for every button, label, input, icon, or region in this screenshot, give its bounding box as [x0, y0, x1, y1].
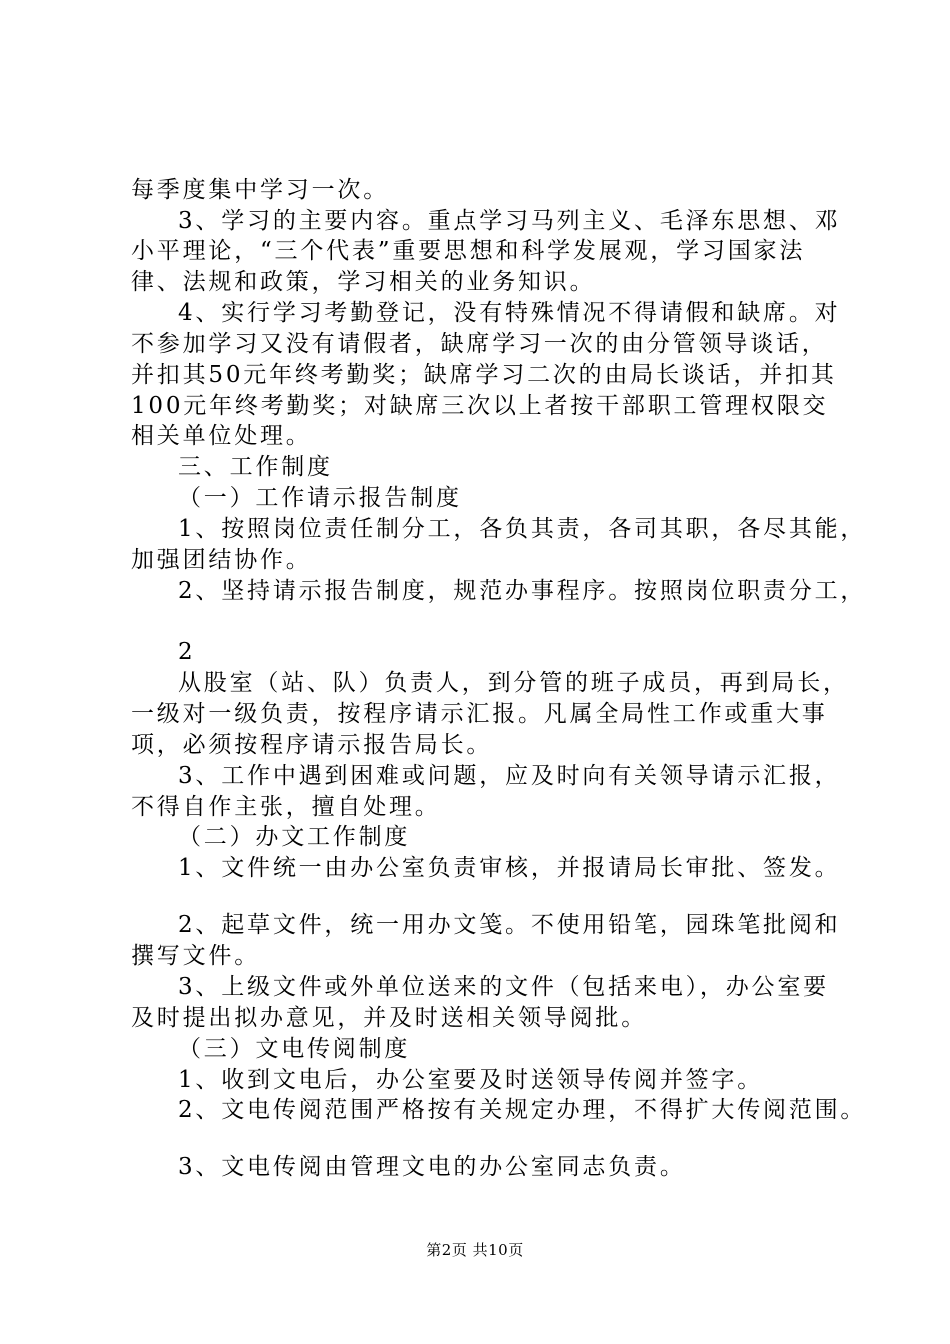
text-line: 1、文件统一由办公室负责审核，并报请局长审批、签发。 [178, 855, 841, 881]
text-line: 2、坚持请示报告制度，规范办事程序。按照岗位职责分工， [178, 578, 867, 604]
text-line: 1、收到文电后，办公室要及时送领导传阅并签字。 [178, 1067, 764, 1093]
text-line: 项，必须按程序请示报告局长。 [131, 732, 493, 758]
text-line: 律、法规和政策，学习相关的业务知识。 [131, 269, 596, 295]
page-break-number: 2 [178, 639, 196, 665]
text-line: 并扣其50元年终考勤奖；缺席学习二次的由局长谈话，并扣其 [131, 362, 837, 388]
text-line: 加强团结协作。 [131, 547, 312, 573]
text-line: 3、文电传阅由管理文电的办公室同志负责。 [178, 1154, 686, 1180]
text-line: 1、按照岗位责任制分工，各负其责，各司其职，各尽其能， [178, 516, 867, 542]
text-line: 100元年终考勤奖；对缺席三次以上者按干部职工管理权限交 [131, 393, 829, 419]
text-line: 2、起草文件，统一用办文笺。不使用铅笔，园珠笔批阅和 [178, 912, 841, 938]
text-line: 撰写文件。 [131, 943, 260, 969]
text-line: 3、学习的主要内容。重点学习马列主义、毛泽东思想、邓 [178, 208, 841, 234]
text-line: 一级对一级负责，按程序请示汇报。凡属全局性工作或重大事 [131, 701, 828, 727]
subsection-heading: （三）文电传阅制度 [178, 1036, 411, 1062]
section-heading: 三、工作制度 [178, 454, 333, 480]
text-line: 3、上级文件或外单位送来的文件（包括来电），办公室要 [178, 974, 829, 1000]
text-line: 不得自作主张，擅自处理。 [131, 794, 441, 820]
text-line: 每季度集中学习一次。 [131, 177, 389, 203]
subsection-heading: （一）工作请示报告制度 [178, 485, 462, 511]
text-line: 小平理论，“三个代表”重要思想和科学发展观，学习国家法 [131, 238, 806, 264]
text-line: 相关单位处理。 [131, 423, 312, 449]
text-line: 不参加学习又没有请假者，缺席学习一次的由分管领导谈话， [131, 331, 828, 357]
text-line: 2、文电传阅范围严格按有关规定办理，不得扩大传阅范围。 [178, 1097, 867, 1123]
page-footer: 第2页 共10页 [426, 1241, 524, 1259]
text-line: 从股室（站、队）负责人，到分管的班子成员，再到局长， [178, 670, 849, 696]
subsection-heading: （二）办文工作制度 [178, 824, 411, 850]
text-line: 及时提出拟办意见，并及时送相关领导阅批。 [131, 1005, 647, 1031]
text-line: 4、实行学习考勤登记，没有特殊情况不得请假和缺席。对 [178, 300, 841, 326]
text-line: 3、工作中遇到困难或问题，应及时向有关领导请示汇报， [178, 763, 841, 789]
